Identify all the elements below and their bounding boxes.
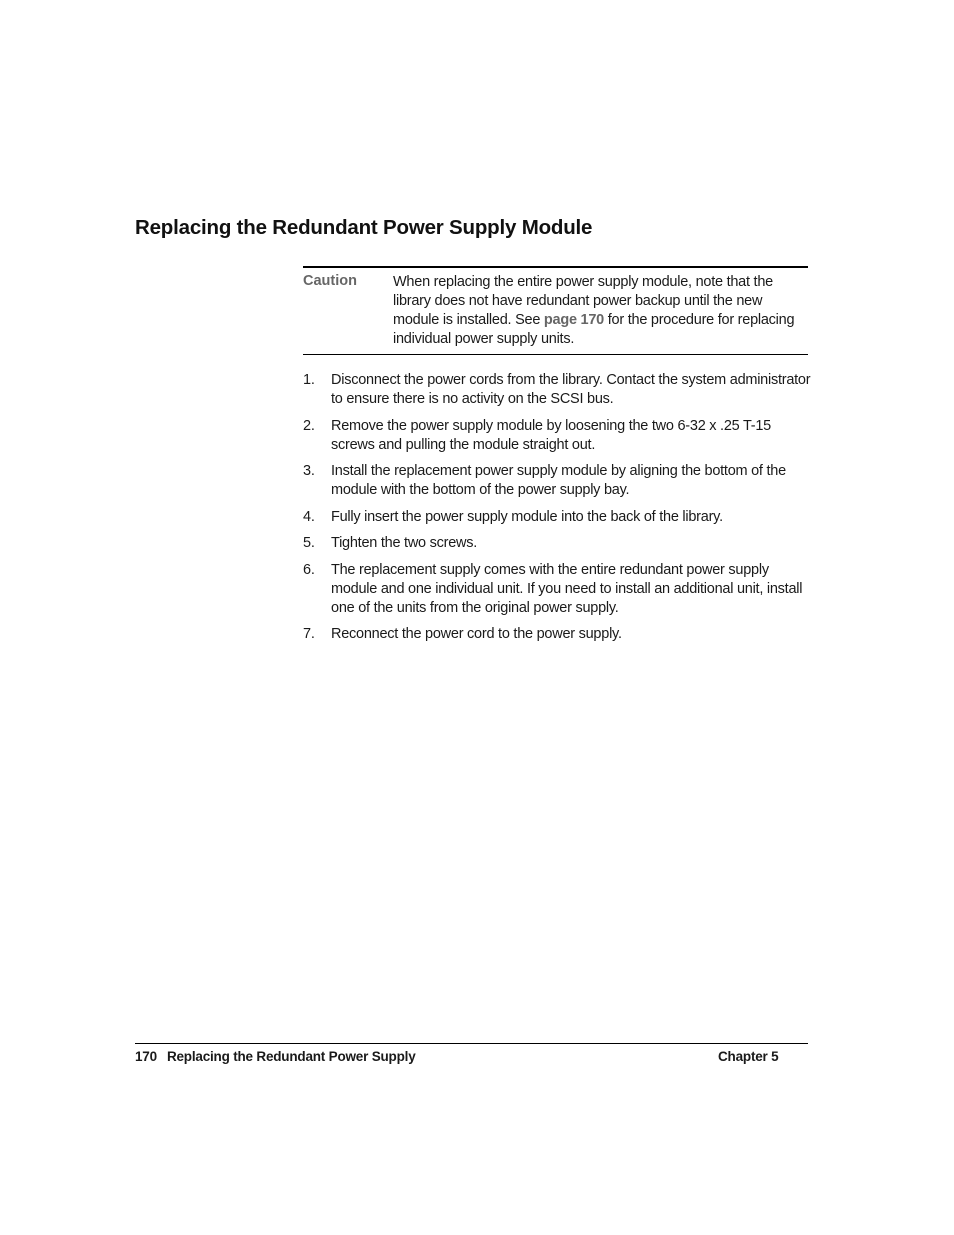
caution-label: Caution: [303, 273, 357, 289]
step-text: The replacement supply comes with the entire redundant power supply module and one individual unit. If you need to install an additional unit, install one of the units from the original power supply.: [331, 561, 803, 616]
step-text: Disconnect the power cords from the library. Contact the system administrator to ensure there is no activity on the SCSI bus.: [331, 372, 811, 407]
step-number: 2.: [303, 417, 315, 434]
step-text: Remove the power supply module by loosening the two 6-32 x .25 T-15 screws and pulling the module straight out.: [331, 417, 771, 453]
footer-left: [135, 1049, 416, 1064]
page-170-link[interactable]: page 170: [543, 312, 604, 328]
step-text: Install the replacement power supply module by aligning the bottom of the module with the bottom of the power supply bay.: [331, 463, 786, 498]
step-number: 7.: [303, 626, 315, 642]
caution-text-after: for the procedure for replacing individual power supply units.: [393, 312, 795, 347]
step-2: [303, 417, 813, 455]
step-text: Reconnect the power cord to the power supply.: [331, 626, 622, 642]
caution-text: [393, 273, 803, 349]
step-number: 1.: [303, 372, 315, 388]
step-number: 5.: [303, 535, 315, 551]
caution-text-before: When replacing the entire power supply module, note that the library does not have redundant power backup until the new module is installed. See: [393, 274, 773, 328]
step-4: [303, 508, 813, 527]
step-3: [303, 462, 813, 500]
step-text: Tighten the two screws.: [331, 535, 478, 551]
step-number: 3.: [303, 463, 315, 479]
caution-box: [303, 266, 808, 355]
footer-chapter: Chapter 5: [718, 1049, 779, 1064]
footer-page-number: 170: [135, 1049, 157, 1064]
footer-divider: [135, 1043, 808, 1044]
step-text: Fully insert the power supply module into the back of the library.: [331, 508, 723, 525]
step-6: [303, 561, 813, 618]
step-5: [303, 534, 813, 553]
step-number: 4.: [303, 508, 315, 525]
page-heading: Replacing the Redundant Power Supply Module: [135, 216, 593, 239]
step-number: 6.: [303, 561, 315, 578]
step-1: [303, 371, 813, 409]
procedure-steps: [303, 371, 813, 652]
step-7: [303, 625, 813, 644]
footer-section-title: Replacing the Redundant Power Supply: [166, 1049, 416, 1064]
